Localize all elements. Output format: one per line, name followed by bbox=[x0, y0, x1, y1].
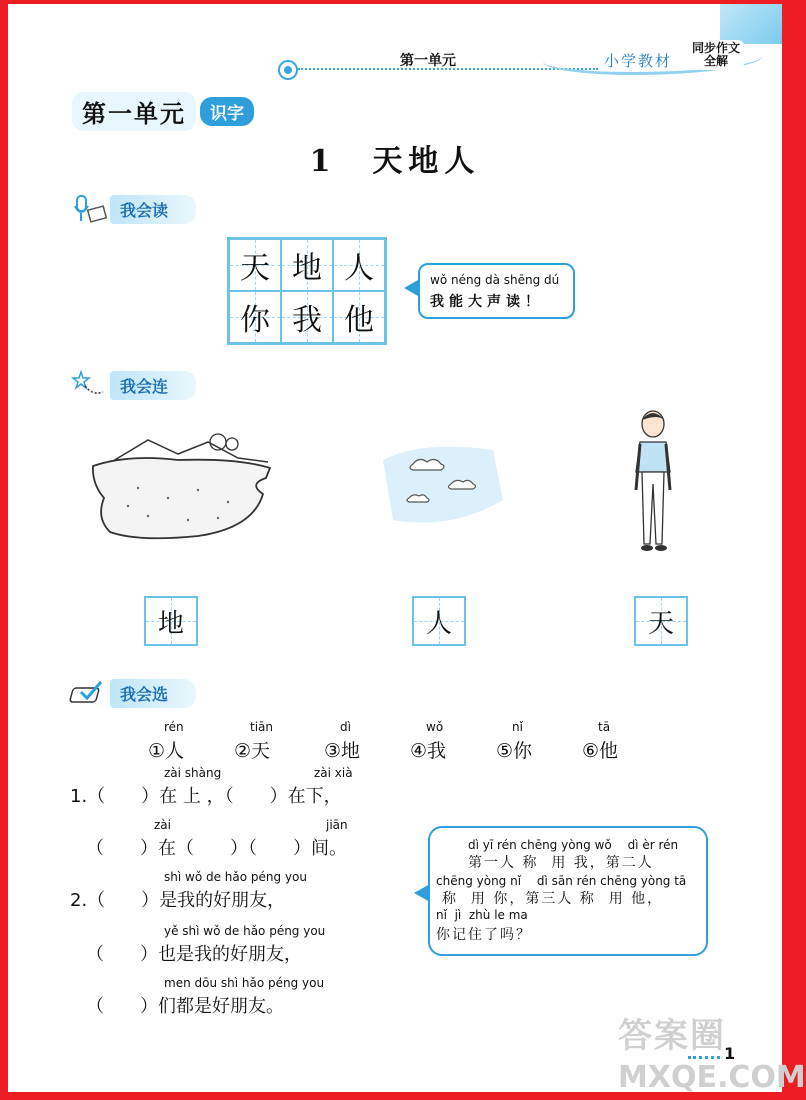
sky-illustration bbox=[373, 440, 513, 540]
unit-banner bbox=[72, 92, 254, 131]
q2-pinyin-3: men dōu shì hǎo péng you bbox=[164, 976, 325, 990]
tip-pinyin-2: chēng yòng nǐ dì sān rén chēng yòng tā bbox=[436, 874, 687, 888]
speech-bubble-tip bbox=[428, 826, 708, 956]
q1-pinyin-d: jiān bbox=[326, 818, 348, 832]
header-brand: 小学教材 bbox=[604, 52, 673, 70]
tip-pinyin-3: nǐ jì zhù le ma bbox=[436, 908, 528, 922]
lesson-title: 1 天地人 bbox=[309, 144, 481, 179]
page-number: 1 bbox=[724, 1044, 736, 1063]
tip-text-1: 第一人 称 用 我，第二人 bbox=[468, 855, 654, 871]
corner-decoration bbox=[720, 4, 782, 44]
section-connect bbox=[70, 368, 196, 402]
choice-option: dì ③地 bbox=[324, 720, 361, 762]
q2-pinyin: shì wǒ de hǎo péng you bbox=[164, 870, 307, 884]
header-title: 第一单元 bbox=[400, 53, 456, 69]
section-choose bbox=[70, 676, 196, 710]
match-word-box: 天 bbox=[634, 596, 688, 646]
section-read-label: 我会读 bbox=[110, 195, 196, 224]
question-2-line1: 2.（ ）是我的好朋友， bbox=[70, 890, 286, 911]
choice-option: wǒ ④我 bbox=[410, 720, 447, 762]
grid-cell: 人 bbox=[333, 239, 385, 291]
section-choose-label: 我会选 bbox=[110, 679, 196, 708]
microphone-icon bbox=[70, 192, 110, 226]
choice-option: tā ⑥他 bbox=[582, 720, 619, 762]
page-number-decoration bbox=[688, 1056, 720, 1059]
grid-cell: 我 bbox=[281, 291, 333, 343]
match-word-box: 地 bbox=[144, 596, 198, 646]
checkbox-check-icon bbox=[70, 676, 110, 710]
question-1-line1: 1.（ ）在 上 ，（ ）在下， bbox=[70, 786, 342, 807]
speech-bubble-tail bbox=[404, 280, 418, 296]
bubble-pinyin: wǒ néng dà shēng dú bbox=[430, 273, 560, 287]
read-character-grid bbox=[227, 237, 387, 345]
grid-cell: 你 bbox=[229, 291, 281, 343]
grid-cell: 地 bbox=[281, 239, 333, 291]
q1-pinyin-a: zài shàng bbox=[164, 766, 222, 780]
match-word-box: 人 bbox=[412, 596, 466, 646]
question-1-line2: （ ）在（ ）（ ）间。 bbox=[86, 838, 347, 859]
badge-line1: 同步作文 bbox=[692, 41, 741, 55]
q1-pinyin-c: zài bbox=[154, 818, 171, 832]
textbook-page bbox=[8, 4, 806, 1095]
watermark-logo: 答案圈 bbox=[618, 1016, 726, 1056]
grid-cell: 天 bbox=[229, 239, 281, 291]
q2-pinyin-2: yě shì wǒ de hǎo péng you bbox=[164, 924, 326, 938]
grid-cell: 他 bbox=[333, 291, 385, 343]
speech-bubble-read bbox=[418, 263, 575, 319]
star-connect-icon bbox=[70, 368, 110, 402]
question-2-line2: （ ）也是我的好朋友， bbox=[86, 944, 302, 965]
bubble-text: 我能大声读！ bbox=[430, 294, 544, 310]
badge-line2: 全解 bbox=[704, 54, 729, 68]
header-dot-icon bbox=[278, 60, 298, 80]
q1-pinyin-b: zài xià bbox=[314, 766, 353, 780]
tip-text-2: 称 用 你，第三人 称 用 他， bbox=[442, 891, 664, 907]
watermark-url: MXQE.COM bbox=[618, 1060, 806, 1095]
section-connect-label: 我会连 bbox=[110, 371, 196, 400]
unit-subtitle: 识字 bbox=[200, 97, 254, 126]
tip-text-3: 你记住了吗？ bbox=[436, 927, 532, 943]
unit-title: 第一单元 bbox=[72, 92, 196, 131]
choice-option: nǐ ⑤你 bbox=[496, 720, 533, 762]
section-read bbox=[70, 192, 196, 226]
land-illustration bbox=[88, 428, 278, 548]
choice-option: rén ①人 bbox=[148, 720, 185, 762]
question-2-line3: （ ）们都是好朋友。 bbox=[86, 996, 284, 1017]
tip-pinyin-1: dì yī rén chēng yòng wǒ dì èr rén bbox=[468, 838, 679, 852]
header-badge bbox=[688, 40, 744, 70]
boy-illustration bbox=[628, 406, 678, 556]
choice-option: tiān ②天 bbox=[234, 720, 273, 762]
